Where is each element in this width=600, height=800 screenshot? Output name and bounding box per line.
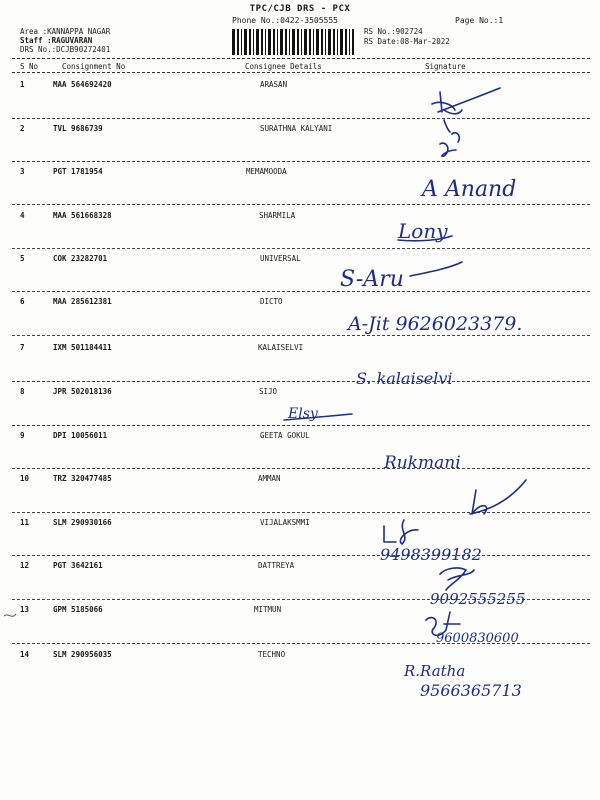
cell-sno: 13 (20, 605, 30, 614)
area-label: Area :KANNAPPA NAGAR (20, 27, 111, 36)
staff-label: Staff :RAGUVARAN (20, 36, 93, 45)
scan-mark (0, 606, 24, 626)
cell-sno: 12 (20, 561, 30, 570)
cell-sno: 1 (20, 80, 25, 89)
phone-number: Phone No.:0422-3505555 (232, 16, 338, 25)
cell-consignee: SURATHNA KALYANI (260, 124, 333, 133)
signature-9: Rukmani (384, 453, 461, 473)
cell-consignment-no: MAA 564692420 (53, 80, 112, 89)
column-consignment: Consignment No (62, 62, 126, 71)
cell-sno: 10 (20, 474, 30, 483)
cell-consignee: TECHNO (258, 650, 286, 659)
drs-number: DRS No.:DCJB90272401 (20, 45, 111, 54)
signature-4: Lony (398, 219, 448, 243)
cell-sno: 6 (20, 297, 25, 306)
cell-sno: 3 (20, 167, 25, 176)
cell-consignee: SIJO (259, 387, 278, 396)
column-signature: Signature (425, 62, 466, 71)
cell-sno: 5 (20, 254, 25, 263)
cell-consignee: ARASAN (260, 80, 288, 89)
cell-sno: 8 (20, 387, 25, 396)
cell-consignment-no: PGT 3642161 (53, 561, 103, 570)
cell-consignment-no: SLM 290956035 (53, 650, 112, 659)
cell-sno: 9 (20, 431, 25, 440)
cell-consignment-no: MAA 561668328 (53, 211, 112, 220)
cell-consignment-no: PGT 1781954 (53, 167, 103, 176)
sheet-title: TPC/CJB DRS - PCX (249, 4, 351, 14)
cell-consignee: DATTREYA (258, 561, 295, 570)
signature-10 (470, 480, 526, 514)
signature-5: S-Aru (340, 267, 404, 292)
rs-number: RS No.:902724 (364, 27, 423, 36)
rs-date: RS Date:08-Mar-2022 (364, 37, 450, 46)
signature-3: A Anand (422, 177, 517, 202)
cell-consignee: MEMAMOODA (246, 167, 287, 176)
cell-consignee: UNIVERSAL (260, 254, 301, 263)
cell-consignment-no: SLM 290930166 (53, 518, 112, 527)
signature-12 (440, 568, 474, 590)
cell-sno: 11 (20, 518, 30, 527)
cell-consignment-no: TVL 9686739 (53, 124, 103, 133)
cell-sno: 4 (20, 211, 25, 220)
cell-sno: 7 (20, 343, 25, 352)
cell-consignee: DICTO (260, 297, 283, 306)
cell-consignment-no: JPR 502018136 (53, 387, 112, 396)
cell-sno: 14 (20, 650, 30, 659)
signature-13-phone: 9600830600 (436, 631, 519, 646)
cell-consignee: KALAISELVI (258, 343, 304, 352)
cell-consignee: GEETA GOKUL (260, 431, 310, 440)
signature-11-phone: 9498399182 (380, 545, 482, 564)
cell-consignment-no: DPI 10056011 (53, 431, 108, 440)
column-consignee: Consignee Details (245, 62, 322, 71)
signature-5-tail (410, 262, 462, 276)
cell-consignee: SHARMILA (259, 211, 296, 220)
column-sno: S No (20, 62, 39, 71)
barcode (232, 29, 354, 55)
signature-14: R.Ratha (404, 662, 466, 680)
signature-1 (432, 88, 500, 114)
cell-consignee: MITMUN (254, 605, 282, 614)
signature-8: Elsy (288, 406, 318, 422)
signature-12-phone: 9092555255 (430, 590, 526, 608)
cell-consignment-no: GPM 5185066 (53, 605, 103, 614)
signature-6: A-Jit 9626023379. (348, 313, 523, 335)
page-number: Page No.:1 (455, 16, 504, 25)
cell-consignment-no: MAA 285612381 (53, 297, 112, 306)
header-rule (12, 58, 590, 59)
signature-14-phone: 9566365713 (420, 681, 522, 700)
cell-consignee: VIJALAKSMMI (260, 518, 310, 527)
column-header-rule (12, 72, 590, 73)
cell-sno: 2 (20, 124, 25, 133)
signature-2 (440, 120, 459, 156)
cell-consignment-no: COK 23282701 (53, 254, 108, 263)
cell-consignment-no: TRZ 320477485 (53, 474, 112, 483)
signature-11 (384, 520, 418, 544)
cell-consignee: AMMAN (258, 474, 281, 483)
signature-7: S. kalaiselvi (356, 369, 453, 388)
cell-consignment-no: IXM 501184411 (53, 343, 112, 352)
